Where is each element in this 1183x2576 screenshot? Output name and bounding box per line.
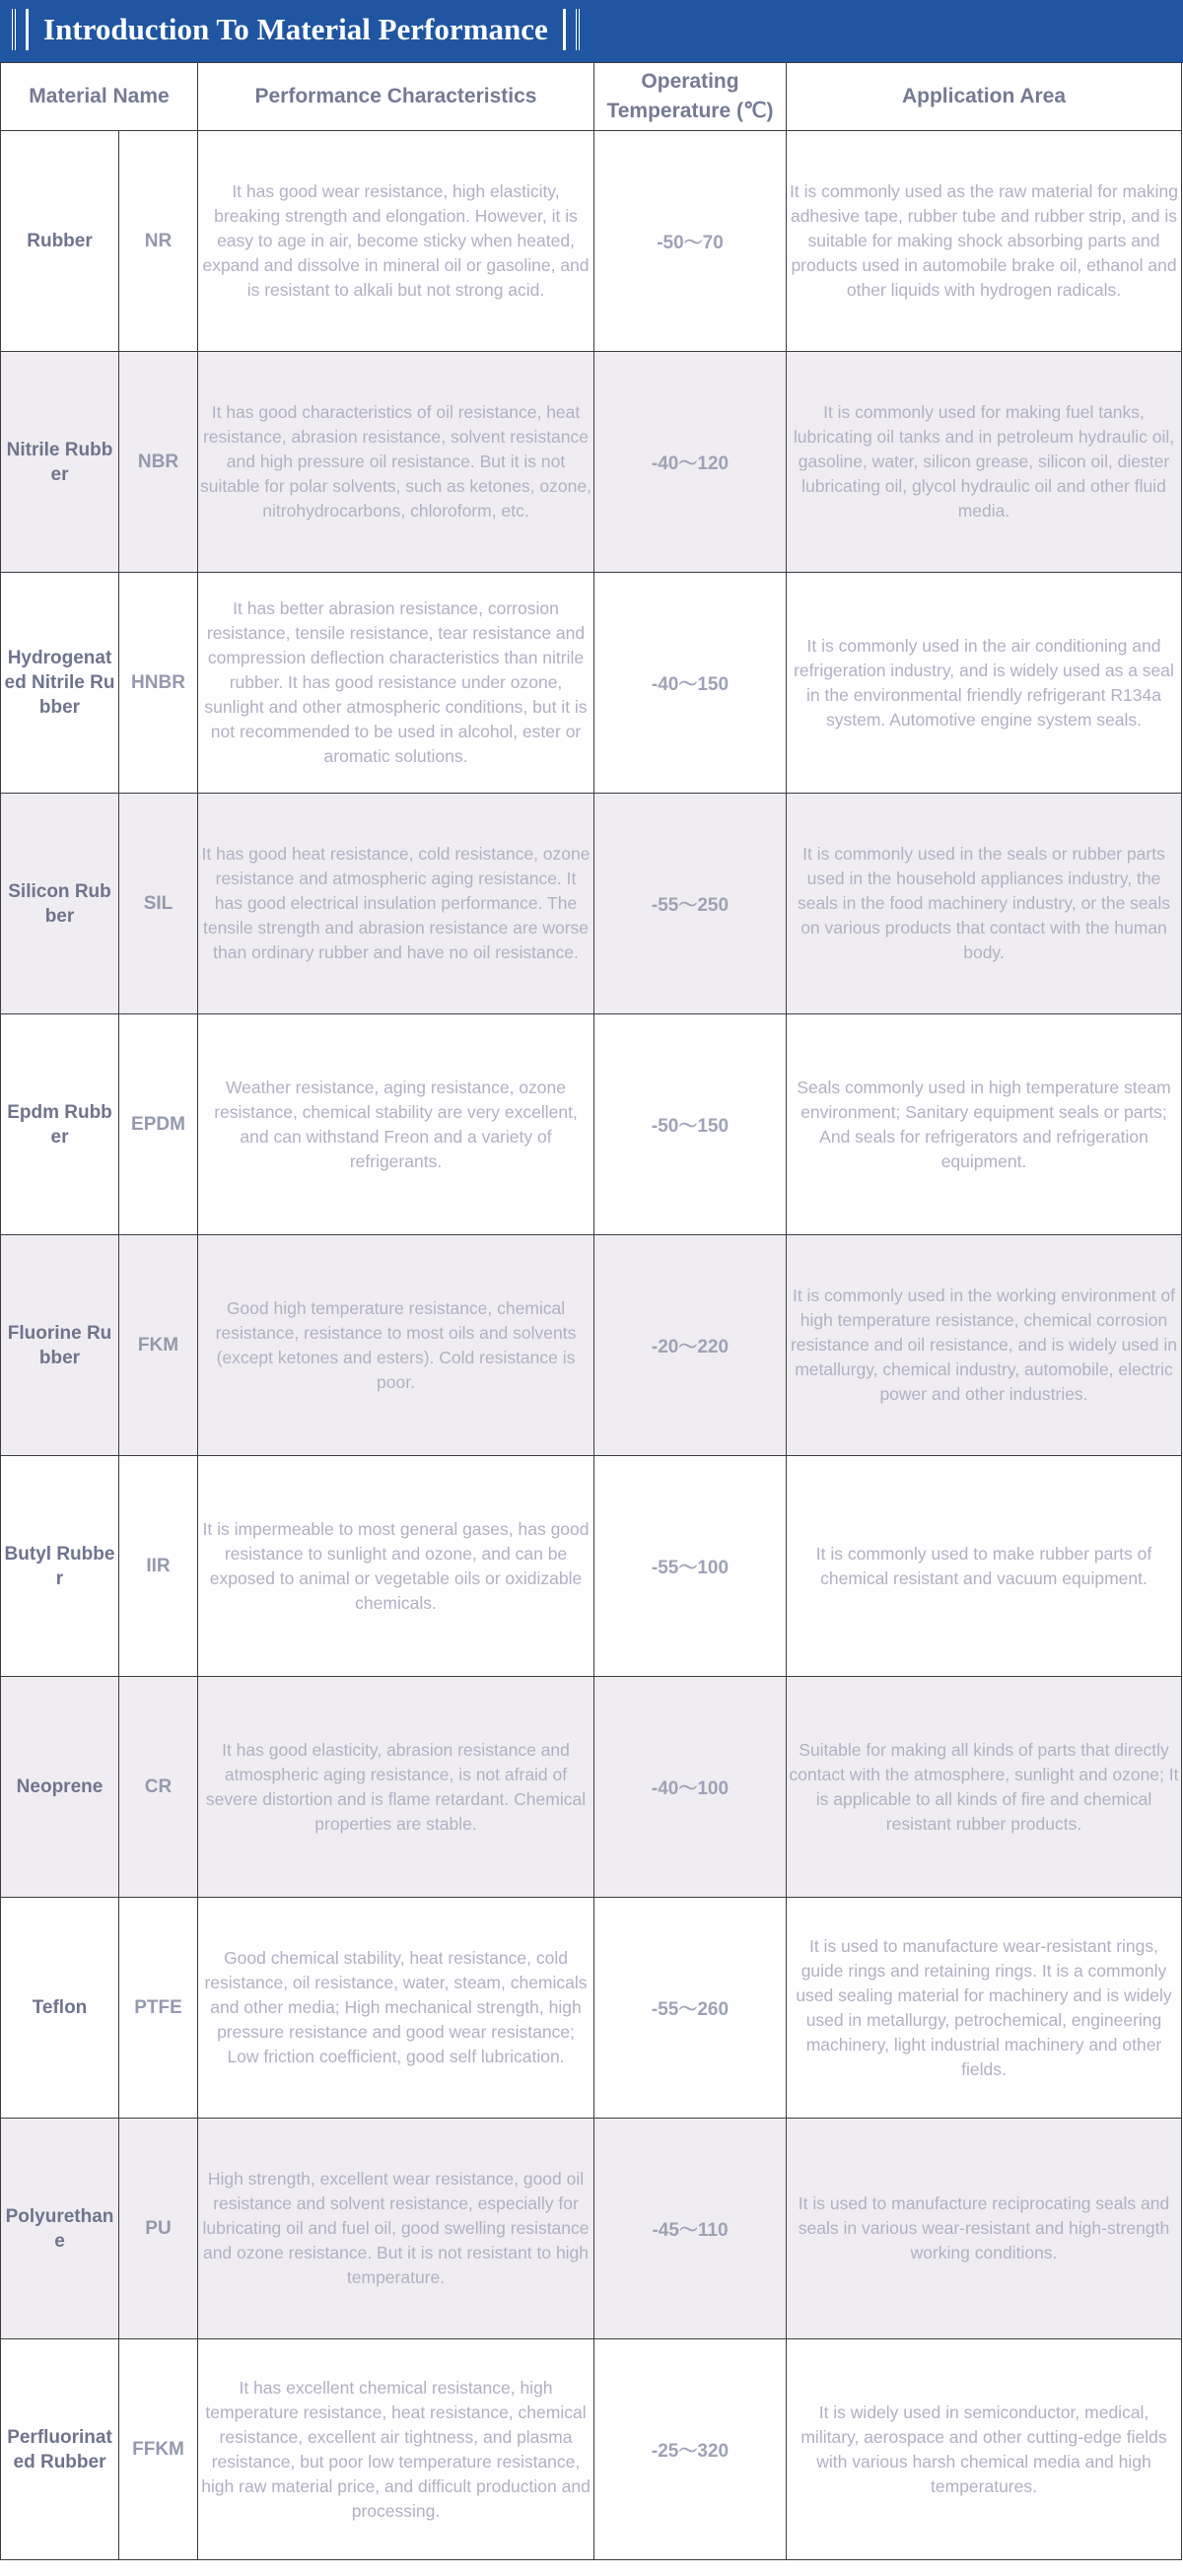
material-code-cell: NBR <box>119 352 198 573</box>
table-row <box>1 1677 1182 1898</box>
performance-cell: High strength, excellent wear resistance, good oil resistance and solvent resistance, especially for lubricating oil and fuel oil, good swelling resistance and ozone resistance. But it is not resistant to high temperature. <box>198 2119 594 2339</box>
page-title: Introduction To Material Performance <box>43 12 548 46</box>
temperature-cell: -25～320 <box>594 2339 787 2560</box>
table-row <box>1 794 1182 1014</box>
application-cell: It is commonly used to make rubber parts of chemical resistant and vacuum equipment. <box>787 1456 1182 1677</box>
table-row <box>1 573 1182 794</box>
performance-cell: Good high temperature resistance, chemical resistance, resistance to most oils and solvents (except ketones and esters). Cold resistance is poor. <box>198 1235 594 1456</box>
table-row <box>1 2339 1182 2560</box>
application-cell: It is commonly used for making fuel tanks, lubricating oil tanks and in petroleum hydraulic oil, gasoline, water, silicon grease, silicon oil, diester lubricating oil, glycol hydraulic oil and other fluid media. <box>787 352 1182 573</box>
header-application: Application Area <box>787 63 1182 131</box>
title-frame <box>12 9 580 50</box>
material-code-cell: HNBR <box>119 573 198 794</box>
application-cell: It is commonly used in the working environment of high temperature resistance, chemical corrosion resistance and oil resistance, and is widely used in metallurgy, chemical industry, automobile, electric power and other industries. <box>787 1235 1182 1456</box>
material-code-cell: NR <box>119 131 198 352</box>
table-row <box>1 1235 1182 1456</box>
application-cell: It is used to manufacture wear-resistant rings, guide rings and retaining rings. It is a commonly used sealing material for machinery and is widely used in metallurgy, petrochemical, engineering machinery, light industrial machinery and other fields. <box>787 1898 1182 2119</box>
material-name-cell: Butyl Rubber <box>1 1456 119 1677</box>
table-body <box>1 131 1182 2560</box>
material-name-cell: Perfluorinated Rubber <box>1 2339 119 2560</box>
material-name-cell: Neoprene <box>1 1677 119 1898</box>
material-code-cell: FKM <box>119 1235 198 1456</box>
material-name-cell: Epdm Rubber <box>1 1014 119 1235</box>
performance-cell: It has good heat resistance, cold resistance, ozone resistance and atmospheric aging resistance. It has good electrical insulation performance. The tensile strength and abrasion resistance are worse than ordinary rubber and have no oil resistance. <box>198 794 594 1014</box>
table-row <box>1 1014 1182 1235</box>
temperature-cell: -40～100 <box>594 1677 787 1898</box>
material-name-cell: Hydrogenated Nitrile Rubber <box>1 573 119 794</box>
material-name-cell: Silicon Rubber <box>1 794 119 1014</box>
material-code-cell: IIR <box>119 1456 198 1677</box>
material-name-cell: Teflon <box>1 1898 119 2119</box>
performance-cell: It has better abrasion resistance, corrosion resistance, tensile resistance, tear resistance and compression deflection characteristics than nitrile rubber. It has good resistance under ozone, sunlight and other atmospheric conditions, but it is not recommended to be used in alcohol, ester or aromatic solutions. <box>198 573 594 794</box>
application-cell: Suitable for making all kinds of parts that directly contact with the atmosphere, sunlight and ozone; It is applicable to all kinds of fire and chemical resistant rubber products. <box>787 1677 1182 1898</box>
performance-cell: Good chemical stability, heat resistance, cold resistance, oil resistance, water, steam, chemicals and other media; High mechanical strength, high pressure resistance and good wear resistance; Low friction coefficient, good self lubrication. <box>198 1898 594 2119</box>
temperature-cell: -50～70 <box>594 131 787 352</box>
material-code-cell: CR <box>119 1677 198 1898</box>
table-row <box>1 1456 1182 1677</box>
table-row <box>1 352 1182 573</box>
material-code-cell: PU <box>119 2119 198 2339</box>
material-name-cell: Fluorine Rubber <box>1 1235 119 1456</box>
material-performance-table <box>0 62 1182 2560</box>
temperature-cell: -20～220 <box>594 1235 787 1456</box>
material-code-cell: FFKM <box>119 2339 198 2560</box>
temperature-cell: -55～250 <box>594 794 787 1014</box>
header-material-name: Material Name <box>1 63 198 131</box>
material-name-cell: Nitrile Rubber <box>1 352 119 573</box>
application-cell: Seals commonly used in high temperature steam environment; Sanitary equipment seals or parts; And seals for refrigerators and refrigeration equipment. <box>787 1014 1182 1235</box>
table-header-row <box>1 63 1182 131</box>
performance-cell: It has good wear resistance, high elasticity, breaking strength and elongation. However, it is easy to age in air, become sticky when heated, expand and dissolve in mineral oil or gasoline, and is resistant to alkali but not strong acid. <box>198 131 594 352</box>
performance-cell: It has good elasticity, abrasion resistance and atmospheric aging resistance, is not afraid of severe distortion and is flame retardant. Chemical properties are stable. <box>198 1677 594 1898</box>
title-banner <box>0 0 1183 63</box>
performance-cell: Weather resistance, aging resistance, ozone resistance, chemical stability are very excellent, and can withstand Freon and a variety of refrigerants. <box>198 1014 594 1235</box>
material-code-cell: PTFE <box>119 1898 198 2119</box>
temperature-cell: -55～260 <box>594 1898 787 2119</box>
temperature-cell: -55～100 <box>594 1456 787 1677</box>
temperature-cell: -40～120 <box>594 352 787 573</box>
material-name-cell: Rubber <box>1 131 119 352</box>
application-cell: It is commonly used in the air conditioning and refrigeration industry, and is widely used as a seal in the environmental friendly refrigerant R134a system. Automotive engine system seals. <box>787 573 1182 794</box>
performance-cell: It is impermeable to most general gases, has good resistance to sunlight and ozone, and can be exposed to animal or vegetable oils or oxidizable chemicals. <box>198 1456 594 1677</box>
material-code-cell: EPDM <box>119 1014 198 1235</box>
performance-cell: It has excellent chemical resistance, high temperature resistance, heat resistance, chemical resistance, excellent air tightness, and plasma resistance, but poor low temperature resistance, high raw material price, and difficult production and processing. <box>198 2339 594 2560</box>
performance-cell: It has good characteristics of oil resistance, heat resistance, abrasion resistance, solvent resistance and high pressure oil resistance. But it is not suitable for polar solvents, such as ketones, ozone, nitrohydrocarbons, chloroform, etc. <box>198 352 594 573</box>
header-temperature: Operating Temperature (℃) <box>594 63 787 131</box>
application-cell: It is widely used in semiconductor, medical, military, aerospace and other cutting-edge fields with various harsh chemical media and high temperatures. <box>787 2339 1182 2560</box>
header-performance: Performance Characteristics <box>198 63 594 131</box>
application-cell: It is commonly used as the raw material for making adhesive tape, rubber tube and rubber strip, and is suitable for making shock absorbing parts and products used in automobile brake oil, ethanol and other liquids with hydrogen radicals. <box>787 131 1182 352</box>
temperature-cell: -45～110 <box>594 2119 787 2339</box>
temperature-cell: -50～150 <box>594 1014 787 1235</box>
material-code-cell: SIL <box>119 794 198 1014</box>
application-cell: It is used to manufacture reciprocating seals and seals in various wear-resistant and high-strength working conditions. <box>787 2119 1182 2339</box>
temperature-cell: -40～150 <box>594 573 787 794</box>
table-row <box>1 131 1182 352</box>
table-row <box>1 2119 1182 2339</box>
application-cell: It is commonly used in the seals or rubber parts used in the household appliances industry, the seals in the food machinery industry, or the seals on various products that contact with the human body. <box>787 794 1182 1014</box>
table-row <box>1 1898 1182 2119</box>
material-name-cell: Polyurethane <box>1 2119 119 2339</box>
